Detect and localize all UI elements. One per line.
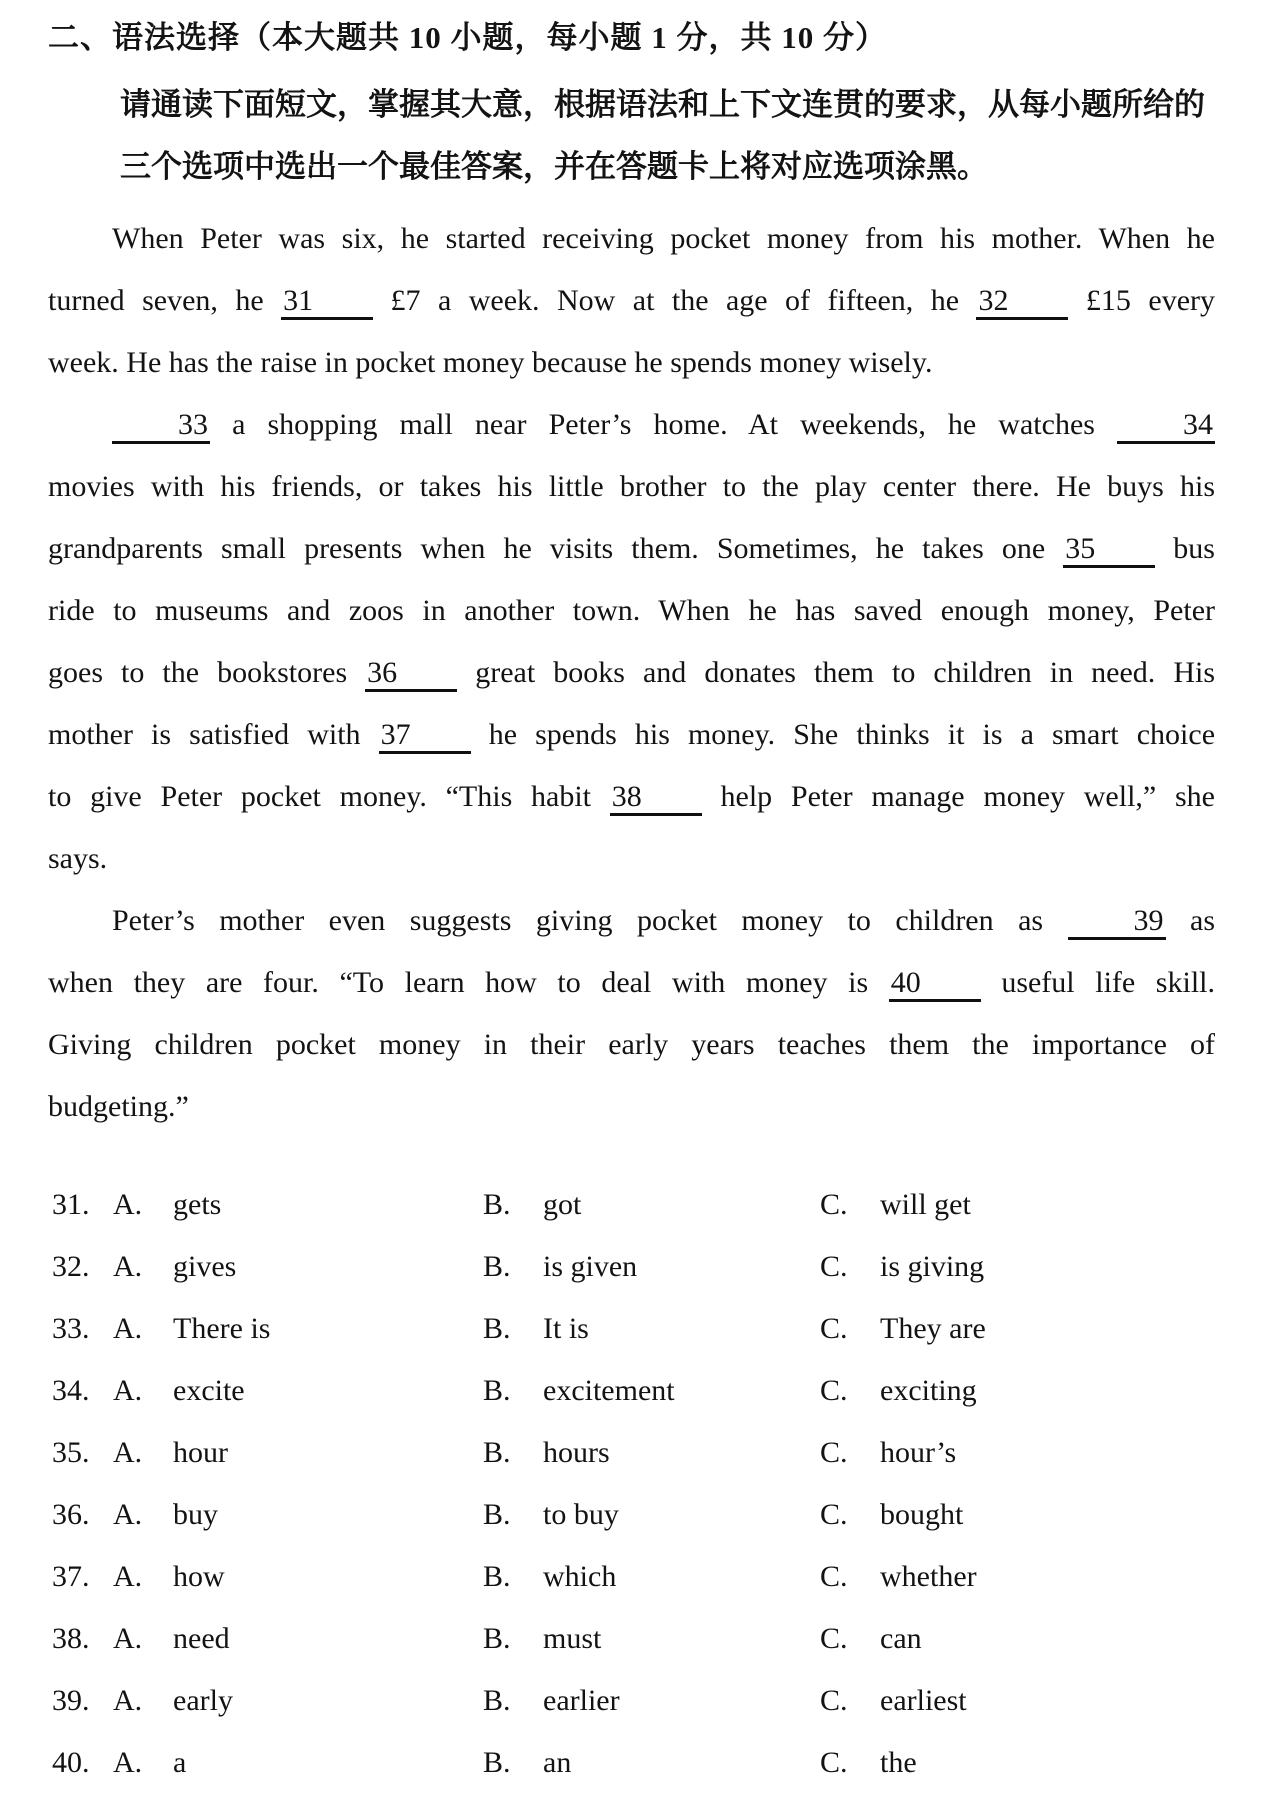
passage-line: turned seven, he 31 £7 a week. Now at the age of fifteen, he 32 £15 every bbox=[48, 270, 1215, 332]
option-text: an bbox=[543, 1746, 572, 1779]
option-letter: A. bbox=[113, 1312, 143, 1345]
question-number: 40. bbox=[52, 1746, 90, 1779]
option-b bbox=[483, 1298, 820, 1360]
option-c bbox=[820, 1484, 1215, 1546]
option-c bbox=[820, 1608, 1215, 1670]
cloze-blank-34: 34 bbox=[1117, 408, 1215, 444]
question-row bbox=[48, 1236, 1215, 1298]
option-letter: B. bbox=[483, 1622, 511, 1655]
option-text: hour’s bbox=[880, 1436, 957, 1469]
option-text: whether bbox=[880, 1560, 977, 1593]
option-text: which bbox=[543, 1560, 617, 1593]
option-text: excite bbox=[173, 1374, 245, 1407]
option-c bbox=[820, 1236, 1215, 1298]
question-number: 31. bbox=[52, 1188, 90, 1221]
option-a bbox=[113, 1484, 483, 1546]
option-a bbox=[113, 1360, 483, 1422]
question-row bbox=[48, 1484, 1215, 1546]
option-letter: A. bbox=[113, 1188, 143, 1221]
option-text: got bbox=[543, 1188, 582, 1221]
option-c bbox=[820, 1670, 1215, 1732]
question-row bbox=[48, 1608, 1215, 1670]
option-c bbox=[820, 1732, 1215, 1794]
option-text: a bbox=[173, 1746, 187, 1779]
cloze-blank-38: 38 bbox=[610, 780, 702, 816]
option-a bbox=[113, 1670, 483, 1732]
cloze-blank-31: 31 bbox=[281, 284, 373, 320]
passage-line: when they are four. “To learn how to deal with money is 40 useful life skill. bbox=[48, 952, 1215, 1014]
question-row bbox=[48, 1670, 1215, 1732]
option-letter: B. bbox=[483, 1560, 511, 1593]
section-title: 二、语法选择（本大题共 10 小题，每小题 1 分，共 10 分） bbox=[48, 20, 887, 55]
option-letter: A. bbox=[113, 1622, 143, 1655]
option-letter: B. bbox=[483, 1312, 511, 1345]
question-number: 38. bbox=[52, 1622, 90, 1655]
option-b bbox=[483, 1236, 820, 1298]
option-text: hours bbox=[543, 1436, 610, 1469]
passage-line: budgeting.” bbox=[48, 1090, 189, 1123]
option-b bbox=[483, 1732, 820, 1794]
question-number: 34. bbox=[52, 1374, 90, 1407]
option-b bbox=[483, 1360, 820, 1422]
option-text: excitement bbox=[543, 1374, 675, 1407]
option-text: the bbox=[880, 1746, 917, 1779]
passage-line: Giving children pocket money in their early years teaches them the importance of bbox=[48, 1028, 1215, 1061]
option-b bbox=[483, 1546, 820, 1608]
option-text: earliest bbox=[880, 1684, 967, 1717]
option-a bbox=[113, 1298, 483, 1360]
passage-line: When Peter was six, he started receiving pocket money from his mother. When he bbox=[112, 222, 1215, 255]
option-text: buy bbox=[173, 1498, 218, 1531]
option-text: There is bbox=[173, 1312, 271, 1345]
question-row bbox=[48, 1546, 1215, 1608]
passage-line: goes to the bookstores 36 great books and donates them to children in need. His bbox=[48, 642, 1215, 704]
option-letter: C. bbox=[820, 1498, 848, 1531]
option-letter: C. bbox=[820, 1250, 848, 1283]
cloze-blank-35: 35 bbox=[1063, 532, 1155, 568]
option-letter: A. bbox=[113, 1250, 143, 1283]
option-letter: B. bbox=[483, 1498, 511, 1531]
cloze-blank-39: 39 bbox=[1068, 904, 1166, 940]
instruction-line: 三个选项中选出一个最佳答案，并在答题卡上将对应选项涂黑。 bbox=[120, 149, 988, 184]
passage-line: 33 a shopping mall near Peter’s home. At weekends, he watches 34 bbox=[48, 394, 1215, 456]
option-text: hour bbox=[173, 1436, 228, 1469]
option-text: bought bbox=[880, 1498, 964, 1531]
option-a bbox=[113, 1422, 483, 1484]
option-a bbox=[113, 1236, 483, 1298]
passage-line: to give Peter pocket money. “This habit 38 help Peter manage money well,” she bbox=[48, 766, 1215, 828]
option-text: earlier bbox=[543, 1684, 620, 1717]
option-letter: C. bbox=[820, 1622, 848, 1655]
question-number: 33. bbox=[52, 1312, 90, 1345]
option-a bbox=[113, 1608, 483, 1670]
question-row bbox=[48, 1732, 1215, 1794]
option-b bbox=[483, 1608, 820, 1670]
option-letter: A. bbox=[113, 1746, 143, 1779]
passage-line: grandparents small presents when he visits them. Sometimes, he takes one 35 bus bbox=[48, 518, 1215, 580]
option-text: how bbox=[173, 1560, 225, 1593]
option-text: exciting bbox=[880, 1374, 977, 1407]
question-row bbox=[48, 1174, 1215, 1236]
option-letter: A. bbox=[113, 1560, 143, 1593]
option-c bbox=[820, 1360, 1215, 1422]
option-letter: C. bbox=[820, 1374, 848, 1407]
cloze-blank-36: 36 bbox=[365, 656, 457, 692]
option-letter: C. bbox=[820, 1684, 848, 1717]
option-c bbox=[820, 1298, 1215, 1360]
option-b bbox=[483, 1670, 820, 1732]
option-letter: B. bbox=[483, 1684, 511, 1717]
option-text: must bbox=[543, 1622, 602, 1655]
cloze-blank-33: 33 bbox=[112, 408, 210, 444]
question-row bbox=[48, 1298, 1215, 1360]
question-number: 35. bbox=[52, 1436, 90, 1469]
section-instructions bbox=[48, 74, 1215, 198]
option-c bbox=[820, 1546, 1215, 1608]
passage-line: mother is satisfied with 37 he spends his money. She thinks it is a smart choice bbox=[48, 704, 1215, 766]
option-letter: C. bbox=[820, 1560, 848, 1593]
option-letter: C. bbox=[820, 1436, 848, 1469]
option-letter: A. bbox=[113, 1684, 143, 1717]
instruction-line: 请通读下面短文，掌握其大意，根据语法和上下文连贯的要求，从每小题所给的 bbox=[120, 87, 1205, 122]
question-number: 39. bbox=[52, 1684, 90, 1717]
question-number: 32. bbox=[52, 1250, 90, 1283]
option-text: is giving bbox=[880, 1250, 985, 1283]
option-text: need bbox=[173, 1622, 230, 1655]
option-text: gets bbox=[173, 1188, 222, 1221]
option-letter: A. bbox=[113, 1498, 143, 1531]
option-b bbox=[483, 1174, 820, 1236]
option-text: early bbox=[173, 1684, 233, 1717]
question-number: 37. bbox=[52, 1560, 90, 1593]
option-a bbox=[113, 1174, 483, 1236]
option-b bbox=[483, 1422, 820, 1484]
option-a bbox=[113, 1732, 483, 1794]
cloze-blank-40: 40 bbox=[889, 966, 981, 1002]
option-text: is given bbox=[543, 1250, 638, 1283]
passage-line: ride to museums and zoos in another town. When he has saved enough money, Peter bbox=[48, 594, 1215, 627]
option-letter: C. bbox=[820, 1312, 848, 1345]
option-letter: A. bbox=[113, 1374, 143, 1407]
option-text: will get bbox=[880, 1188, 971, 1221]
option-letter: A. bbox=[113, 1436, 143, 1469]
question-number: 36. bbox=[52, 1498, 90, 1531]
option-letter: B. bbox=[483, 1436, 511, 1469]
passage-line: Peter’s mother even suggests giving pocket money to children as 39 as bbox=[48, 890, 1215, 952]
option-letter: C. bbox=[820, 1746, 848, 1779]
option-letter: B. bbox=[483, 1374, 511, 1407]
option-c bbox=[820, 1422, 1215, 1484]
passage bbox=[48, 208, 1215, 1138]
option-text: gives bbox=[173, 1250, 237, 1283]
question-row bbox=[48, 1422, 1215, 1484]
option-letter: B. bbox=[483, 1250, 511, 1283]
option-b bbox=[483, 1484, 820, 1546]
option-text: It is bbox=[543, 1312, 589, 1345]
passage-line: movies with his friends, or takes his little brother to the play center there. He buys his bbox=[48, 470, 1215, 503]
option-letter: B. bbox=[483, 1746, 511, 1779]
cloze-blank-32: 32 bbox=[976, 284, 1068, 320]
option-letter: C. bbox=[820, 1188, 848, 1221]
option-c bbox=[820, 1174, 1215, 1236]
option-a bbox=[113, 1546, 483, 1608]
cloze-blank-37: 37 bbox=[379, 718, 471, 754]
option-text: to buy bbox=[543, 1498, 619, 1531]
option-letter: B. bbox=[483, 1188, 511, 1221]
question-row bbox=[48, 1360, 1215, 1422]
option-text: can bbox=[880, 1622, 922, 1655]
option-text: They are bbox=[880, 1312, 986, 1345]
passage-line: week. He has the raise in pocket money because he spends money wisely. bbox=[48, 346, 933, 379]
question-options bbox=[48, 1174, 1215, 1794]
passage-line: says. bbox=[48, 842, 108, 875]
